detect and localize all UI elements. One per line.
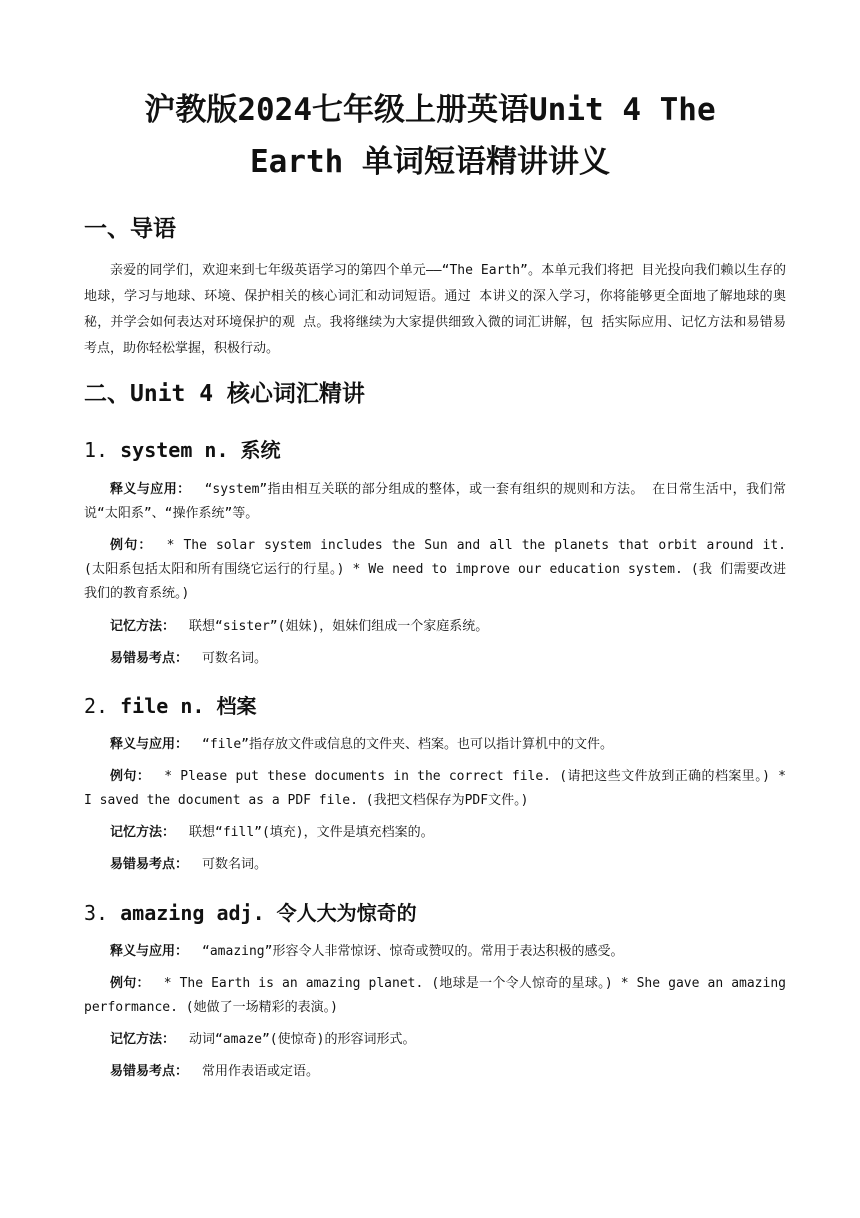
- entry-meaning: [84, 733, 786, 757]
- memory-label: 记忆方法：: [110, 1032, 176, 1047]
- entry-memory: [84, 1028, 786, 1052]
- memory-label: 记忆方法：: [110, 825, 176, 840]
- meaning-text: “system”指由相互关联的部分组成的整体，或一套有组织的规则和方法。 在日常生活中，我们常说“太阳系”、“操作系统”等。: [84, 482, 786, 521]
- title-line-1: 沪教版2024七年级上册英语Unit 4 The: [144, 92, 716, 128]
- example-text: * The Earth is an amazing planet. (地球是一个令人惊奇的星球。) * She gave an amazing performance. (她做了一场精彩的表演。): [84, 976, 786, 1015]
- section-heading-vocabulary: 二、Unit 4 核心词汇精讲: [84, 381, 365, 407]
- entry-example: [84, 534, 786, 606]
- example-label: 例句：: [110, 769, 151, 784]
- entry-heading: [84, 693, 256, 719]
- entry-memory: [84, 821, 786, 845]
- entry-example: [84, 972, 786, 1020]
- entry-meaning: [84, 940, 786, 964]
- pitfall-label: 易错易考点：: [110, 651, 189, 666]
- meaning-text: “amazing”形容令人非常惊讶、惊奇或赞叹的。常用于表达积极的感受。: [202, 944, 624, 959]
- meaning-label: 释义与应用：: [110, 737, 189, 752]
- intro-paragraph: 亲爱的同学们，欢迎来到七年级英语学习的第四个单元——“The Earth”。本单元我们将把 目光投向我们赖以生存的地球，学习与地球、环境、保护相关的核心词汇和动词短语。通过 本讲义的深入学习，你将能够更全面地了解地球的奥秘，并学会如何表达对环境保护的观 点。我将继续为大家提供细致入微的词汇讲解，包 括实际应用、记忆方法和易错易考点，助你轻松掌握，积极行动。: [84, 263, 786, 356]
- entry-number: 1.: [84, 438, 109, 462]
- pitfall-text: 常用作表语或定语。: [202, 1064, 320, 1079]
- entry-example: [84, 765, 786, 813]
- entry-number: 2.: [84, 694, 109, 718]
- memory-text: 动词“amaze”(使惊奇)的形容词形式。: [189, 1032, 416, 1047]
- entry-heading: [84, 900, 417, 926]
- document-title: [60, 84, 800, 188]
- memory-text: 联想“fill”(填充)，文件是填充档案的。: [189, 825, 434, 840]
- example-label: 例句：: [110, 538, 153, 553]
- memory-label: 记忆方法：: [110, 619, 176, 634]
- example-label: 例句：: [110, 976, 150, 991]
- entry-word: amazing adj. 令人大为惊奇的: [120, 901, 417, 925]
- pitfall-label: 易错易考点：: [110, 1064, 189, 1079]
- title-line-2: Earth 单词短语精讲讲义: [250, 144, 610, 180]
- entry-pitfall: [84, 647, 786, 671]
- entry-word: system n. 系统: [120, 438, 281, 462]
- pitfall-text: 可数名词。: [202, 651, 268, 666]
- memory-text: 联想“sister”(姐妹)，姐妹们组成一个家庭系统。: [189, 619, 489, 634]
- pitfall-text: 可数名词。: [202, 857, 268, 872]
- entry-pitfall: [84, 1060, 786, 1084]
- section-heading-intro: 一、导语: [84, 216, 176, 242]
- example-text: * Please put these documents in the correct file. (请把这些文件放到正确的档案里。) * I saved the document as a PDF file. (我把文档保存为PDF文件。): [84, 769, 786, 808]
- entry-number: 3.: [84, 901, 109, 925]
- entry-memory: [84, 615, 786, 639]
- entry-pitfall: [84, 853, 786, 877]
- entry-meaning: [84, 478, 786, 526]
- meaning-text: “file”指存放文件或信息的文件夹、档案。也可以指计算机中的文件。: [202, 737, 613, 752]
- pitfall-label: 易错易考点：: [110, 857, 189, 872]
- entry-word: file n. 档案: [120, 694, 257, 718]
- meaning-label: 释义与应用：: [110, 944, 189, 959]
- example-text: * The solar system includes the Sun and all the planets that orbit around it. (太阳系包括太阳和所有围绕它运行的行星。) * We need to improve our education system. (我 们需要改进我们的教育系统。): [84, 538, 786, 601]
- entry-heading: [84, 437, 281, 463]
- meaning-label: 释义与应用：: [110, 482, 191, 497]
